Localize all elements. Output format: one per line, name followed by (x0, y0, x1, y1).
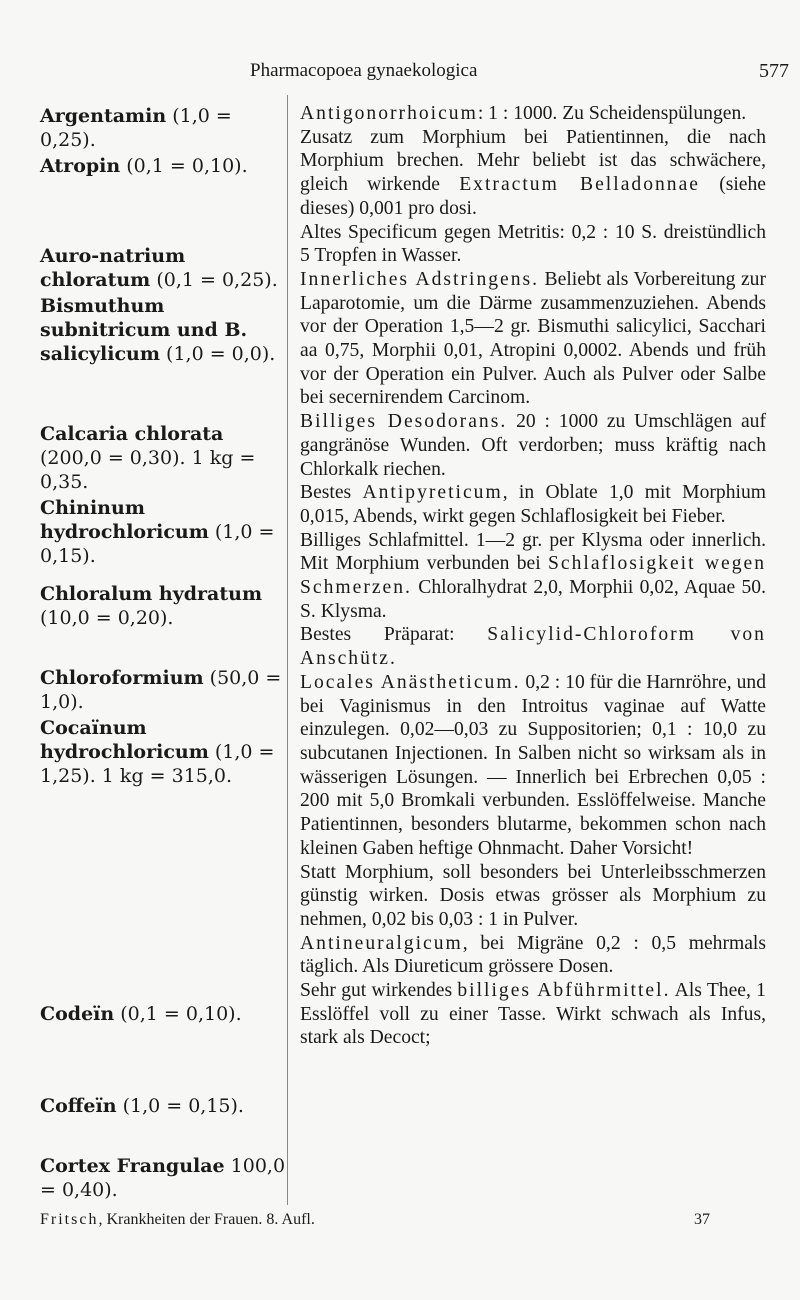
drug-price: (0,1 = 0,10). (126, 155, 248, 177)
drug-name: Bismuthum subnitricum und B. salicylicum (40, 295, 248, 365)
drug-price: (1,0 = 0,15). (122, 1095, 244, 1117)
description-morphium-additive: Zusatz zum Morphium bei Patientinnen, die nach Morphium brechen. Mehr beliebt ist das schwächere, gleich wirkende Extractum Belladonnae (siehe dieses) 0,001 pro dosi. (300, 126, 766, 219)
drug-price: (1,0 = 0,25). (40, 105, 232, 151)
drug-entry-coffein (40, 1094, 286, 1118)
drug-entry-cortex-frangulae (40, 1154, 286, 1202)
drug-entry-argentamin (40, 104, 286, 152)
drug-entry-bismuthum (40, 294, 286, 366)
page-number: 577 (759, 60, 789, 82)
page-footer (40, 1211, 720, 1229)
drug-entry-chininum (40, 496, 286, 568)
description-metritis: Altes Specificum gegen Metritis: 0,2 : 10 S. dreistündlich 5 Tropfen in Wasser. (300, 221, 766, 267)
drug-price: (0,1 = 0,10). (120, 1003, 242, 1025)
description-column (300, 102, 766, 1050)
drug-entry-atropin (40, 154, 286, 178)
drug-entry-auro-natrium (40, 244, 286, 292)
drug-price: (10,0 = 0,20). (40, 607, 174, 629)
drug-name: Coffeïn (40, 1095, 117, 1117)
description-abfuehrmittel: Sehr gut wirkendes billiges Abführmittel. Als Thee, 1 Esslöffel voll zu einer Tasse. Wirkt schwach als Infus, stark als Decoct; (300, 980, 766, 1049)
drug-entry-codein (40, 1002, 286, 1026)
drug-entry-cocainum (40, 716, 286, 788)
column-divider (287, 95, 288, 1205)
drug-name: Chloralum hydratum (40, 583, 263, 605)
drug-entry-calcaria (40, 422, 286, 494)
drug-price: (0,1 = 0,25). (156, 269, 278, 291)
drug-price: (50,0 = 1,0). (40, 667, 282, 713)
drug-name: Cortex Frangulae (40, 1155, 225, 1177)
running-header: Pharmacopoea gynaekologica (250, 60, 478, 81)
drug-name: Atropin (40, 155, 121, 177)
description-antigonorrhoicum: Antigonorrhoicum: 1 : 1000. Zu Scheidenspülungen. (300, 103, 747, 124)
drug-entry-chloralum (40, 582, 286, 630)
description-antipyreticum: Bestes Antipyreticum, in Oblate 1,0 mit Morphium 0,015, Abends, wirkt gegen Schlaflosigkeit bei Fieber. (300, 482, 766, 527)
drug-name: Chininum hydrochloricum (40, 497, 209, 543)
drug-price: 100,0 = 0,40). (40, 1155, 286, 1201)
drug-name: Calcaria chlorata (40, 423, 224, 445)
drug-price: (1,0 = 0,0). (166, 343, 276, 365)
description-antineuralgicum: Antineuralgicum, bei Migräne 0,2 : 0,5 mehrmals täglich. Als Diureticum grössere Dosen. (300, 932, 766, 978)
drug-name: Argentamin (40, 105, 167, 127)
description-anaestheticum: Locales Anästheticum. 0,2 : 10 für die Harnröhre, und bei Vaginismus in den Introitus vaginae auf Watte einzulegen. 0,02—0,03 zu Suppositorien; 0,1 : 10,0 zu subcutanen Injectionen. In Salben nicht so wirksam als in wässerigen Lösungen. — Innerlich bei Erbrechen 0,05 : 200 mit 5,0 Bromkali verbunden. Esslöffelweise. Manche Patientinnen, besonders blutarme, bekommen schon nach kleinen Gaben heftige Ohnmacht. Daher Vorsicht! (300, 671, 766, 859)
drug-entry-chloroformium (40, 666, 286, 714)
drug-name: Chloroformium (40, 667, 204, 689)
footer-signature: 37 (694, 1211, 710, 1228)
description-codein: Statt Morphium, soll besonders bei Unterleibsschmerzen günstig wirken. Dosis etwas grösser als Morphium zu nehmen, 0,02 bis 0,03 : 1 in Pulver. (300, 861, 766, 930)
drug-price: (1,0 = 1,25). 1 kg = 315,0. (40, 741, 275, 787)
footer-author: Fritsch (40, 1211, 99, 1228)
drug-price: (1,0 = 0,15). (40, 521, 275, 567)
description-adstringens: Innerliches Adstringens. Beliebt als Vorbereitung zur Laparotomie, um die Därme zusammenzuziehen. Abends vor der Operation 1,5—2 gr. Bismuthi salicylici, Sacchari aa 0,75, Morphii 0,01, Atropini 0,0002. Abends und früh vor der Operation ein Pulver. Auch als Pulver oder Salbe bei secernirendem Carcinom. (300, 268, 766, 409)
description-desodorans: Billiges Desodorans. 20 : 1000 zu Umschlägen auf gangränöse Wunden. Oft verdorben; muss kräftig nach Chlorkalk riechen. (300, 411, 766, 480)
description-chloroform: Bestes Präparat: Salicylid-Chloroform von Anschütz. (300, 624, 766, 670)
drug-price: (200,0 = 0,30). 1 kg = 0,35. (40, 447, 256, 493)
drug-name: Codeïn (40, 1003, 115, 1025)
description-schlafmittel: Billiges Schlafmittel. 1—2 gr. per Klysma oder innerlich. Mit Morphium verbunden bei Schlaflosigkeit wegen Schmerzen. Chloralhydrat 2,0, Morphii 0,02, Aquae 50. S. Klysma. (300, 529, 766, 622)
drug-name: Auro-natrium chloratum (40, 245, 186, 291)
footer-book-title: , Krankheiten der Frauen. 8. Aufl. (98, 1211, 315, 1228)
drug-name: Cocaïnum hydrochloricum (40, 717, 209, 763)
